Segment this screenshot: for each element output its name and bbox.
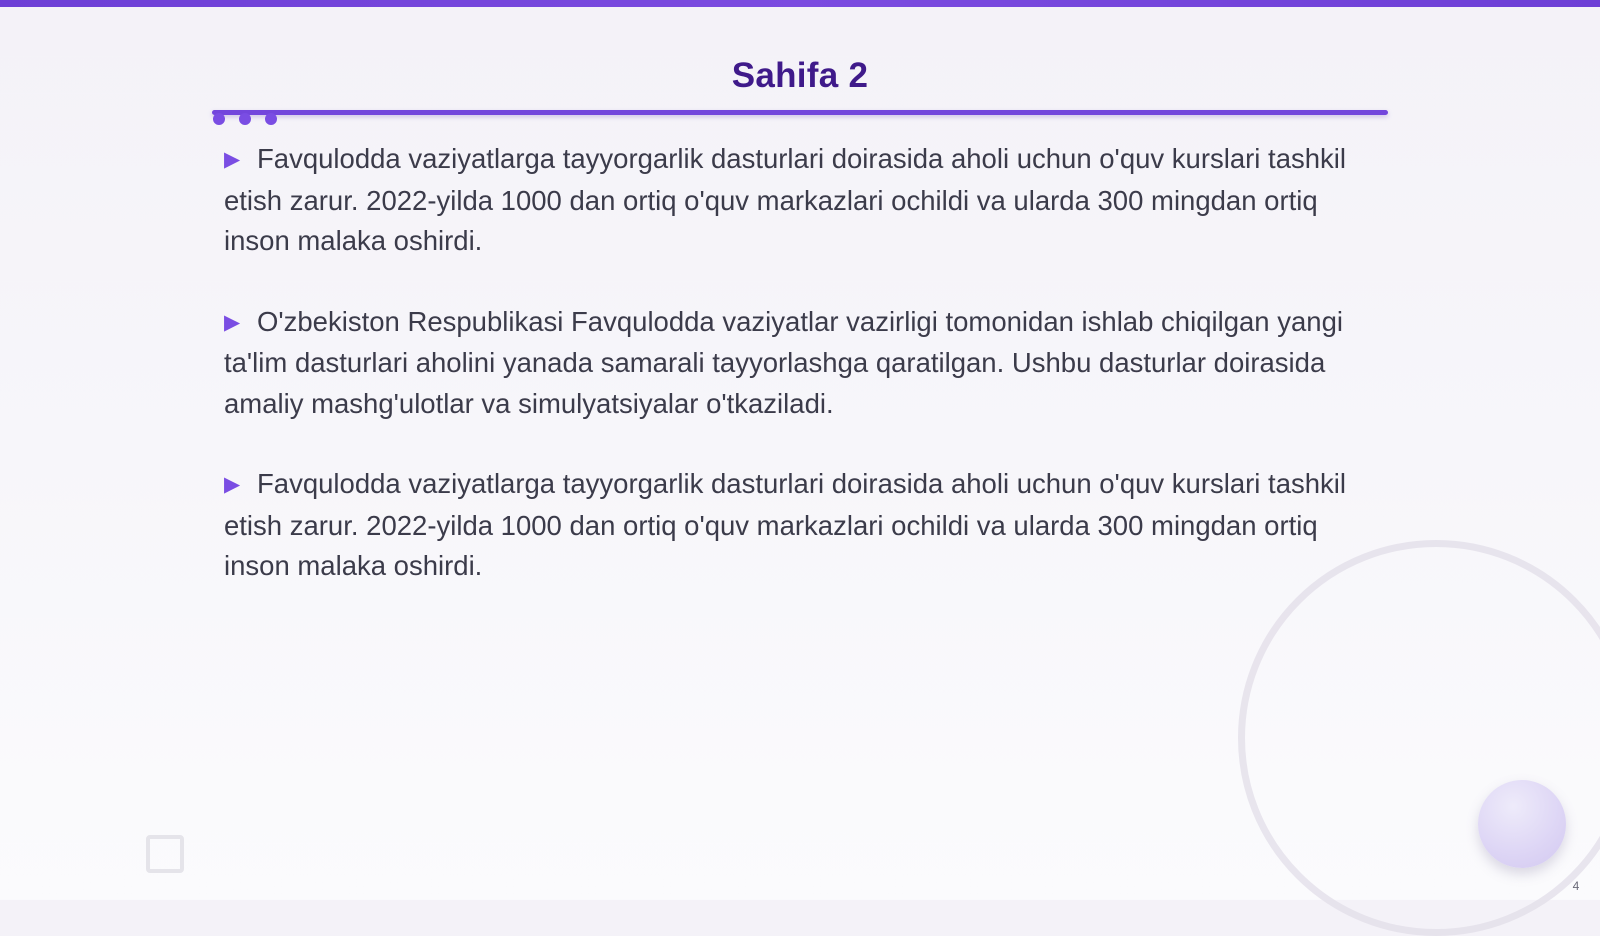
bullet-paragraph-1 (224, 139, 1384, 262)
bullet-arrow-icon: ▶ (224, 148, 241, 171)
decor-dot (213, 113, 225, 125)
decorative-bubble (1478, 780, 1566, 868)
decorative-square (146, 835, 184, 873)
bullet-arrow-icon: ▶ (224, 310, 241, 334)
slide-title: Sahifa 2 (731, 56, 869, 95)
decor-dot (265, 113, 277, 125)
top-accent-bar (0, 0, 1600, 7)
paragraph-text: O'zbekiston Respublikasi Favqulodda vaziyatlar vazirligi tomonidan ishlab chiqilgan yangi ta'lim dasturlari aholini yanada samarali tayyorlashga qaratilgan. Ushbu dasturlar doirasida amaliy mashg'ulotlar va simulyatsiyalar o'tkaziladi. (224, 305, 1343, 419)
page-number: 4 (1572, 879, 1580, 893)
title-underline (212, 110, 1388, 115)
bullet-paragraph-2 (224, 302, 1384, 425)
paragraph-text: Favqulodda vaziyatlarga tayyorgarlik dasturlari doirasida aholi uchun o'quv kurslari tashkil etish zarur. 2022-yilda 1000 dan ortiq o'quv markazlari ochildi va ularda 300 mingdan ortiq inson malaka oshirdi. (224, 143, 1347, 256)
bullet-arrow-icon: ▶ (224, 473, 241, 496)
bullet-paragraph-3 (224, 464, 1384, 587)
decor-dot (239, 113, 251, 125)
slide-body (224, 139, 1384, 627)
paragraph-text: Favqulodda vaziyatlarga tayyorgarlik dasturlari doirasida aholi uchun o'quv kurslari tashkil etish zarur. 2022-yilda 1000 dan ortiq o'quv markazlari ochildi va ularda 300 mingdan ortiq inson malaka oshirdi. (224, 468, 1347, 581)
